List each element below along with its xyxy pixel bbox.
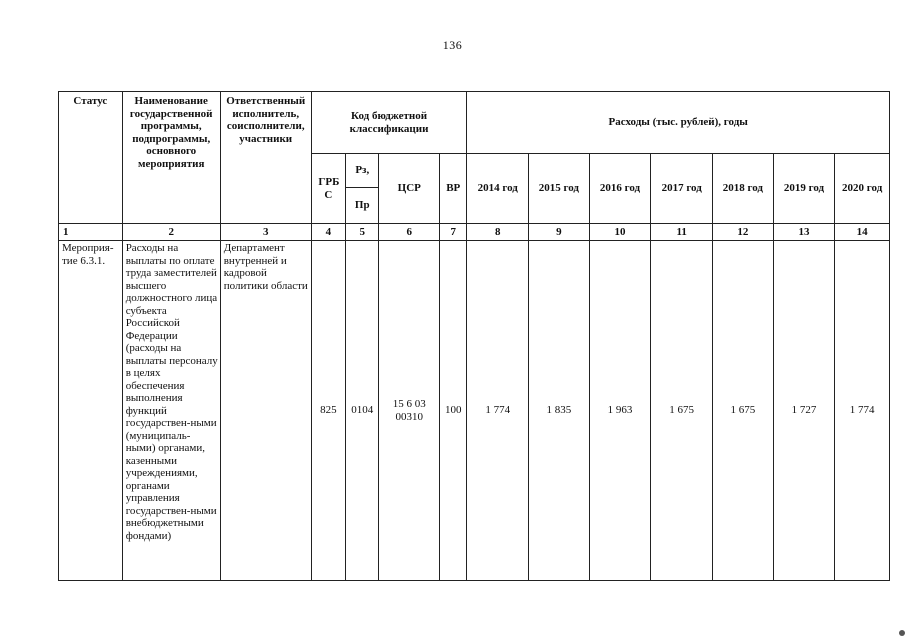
header-responsible: Ответственный исполнитель, соисполнители, участники: [220, 92, 311, 224]
cell-2019: 1 727: [773, 241, 835, 581]
cell-csr-line2: 00310: [395, 410, 424, 423]
cell-csr-line1: 15 6 03: [392, 398, 426, 410]
col-num-9: 9: [529, 224, 590, 241]
col-num-1: 1: [59, 224, 123, 241]
col-num-4: 4: [311, 224, 345, 241]
col-num-8: 8: [467, 224, 529, 241]
header-year-2017: 2017 год: [651, 154, 713, 224]
col-num-6: 6: [379, 224, 440, 241]
cell-rzpr: 0104: [346, 241, 379, 581]
cell-2020: 1 774: [835, 241, 890, 581]
cell-2017: 1 675: [651, 241, 713, 581]
header-vr: ВР: [440, 154, 467, 224]
cell-vr: 100: [440, 241, 467, 581]
scan-mark: [899, 630, 905, 636]
cell-2015: 1 835: [529, 241, 590, 581]
header-year-2014: 2014 год: [467, 154, 529, 224]
header-year-2019: 2019 год: [773, 154, 835, 224]
header-year-2016: 2016 год: [589, 154, 651, 224]
cell-grbs: 825: [311, 241, 345, 581]
header-grbs: [311, 154, 345, 224]
table-row: [59, 241, 890, 581]
cell-2014: 1 774: [467, 241, 529, 581]
header-csr: ЦСР: [379, 154, 440, 224]
header-rz: Рз,: [346, 154, 379, 188]
col-num-10: 10: [589, 224, 651, 241]
col-num-2: 2: [122, 224, 220, 241]
page-number: 136: [442, 38, 463, 52]
col-num-14: 14: [835, 224, 890, 241]
header-year-2018: 2018 год: [713, 154, 774, 224]
cell-name: Расходы на выплаты по оплате труда заместителей высшего должностного лица субъекта Российской Федерации (расходы на выплаты персоналу в целях обеспечения выполнения функций государствен-ными (муниципаль-ными) органами, казенными учреждениями, органами управления государствен-ными внебюджетными фондами): [122, 241, 220, 581]
col-num-3: 3: [220, 224, 311, 241]
header-row-1: [59, 92, 890, 154]
col-num-13: 13: [773, 224, 835, 241]
cell-responsible: Департамент внутренней и кадровой политики области: [220, 241, 311, 581]
col-num-5: 5: [346, 224, 379, 241]
header-pr: Пр: [346, 188, 379, 224]
header-year-2015: 2015 год: [529, 154, 590, 224]
cell-2016: 1 963: [589, 241, 651, 581]
header-grbs-text: ГРБ С: [318, 176, 340, 201]
header-status: Статус: [59, 92, 123, 224]
header-budget-code: Код бюджетной классификации: [311, 92, 467, 154]
header-expenses: Расходы (тыс. рублей), годы: [467, 92, 890, 154]
header-name: Наименование государственной программы, подпрограммы, основного мероприятия: [122, 92, 220, 224]
header-year-2020: 2020 год: [835, 154, 890, 224]
budget-table: [58, 91, 890, 581]
cell-2018: 1 675: [713, 241, 774, 581]
col-num-11: 11: [651, 224, 713, 241]
column-number-row: [59, 224, 890, 241]
col-num-7: 7: [440, 224, 467, 241]
col-num-12: 12: [713, 224, 774, 241]
cell-csr: [379, 241, 440, 581]
cell-status: Мероприя-тие 6.3.1.: [59, 241, 123, 581]
